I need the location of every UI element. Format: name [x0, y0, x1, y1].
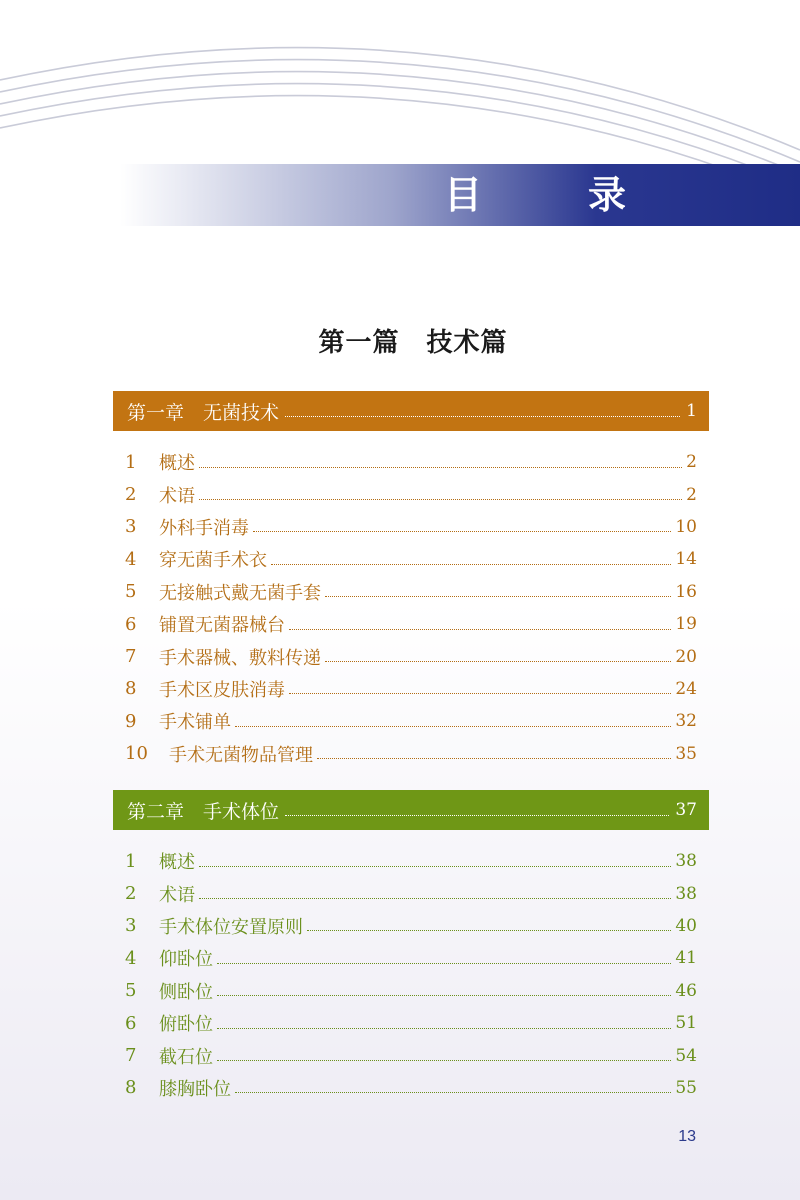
dot-leader — [289, 629, 671, 630]
toc-entry-page: 24 — [675, 678, 697, 699]
chapter-page: 1 — [686, 401, 697, 421]
toc-entry-label: 穿无菌手术衣 — [159, 550, 267, 572]
toc-entry[interactable] — [125, 1072, 697, 1104]
toc-entry-index: 7 — [125, 646, 137, 668]
dot-leader — [199, 866, 671, 867]
toc-entry-label: 手术体位安置原则 — [159, 916, 303, 938]
toc-entry-page: 10 — [675, 516, 697, 537]
dot-leader — [285, 416, 680, 417]
toc-entry-page: 35 — [675, 743, 697, 764]
toc-entry-label: 无接触式戴无菌手套 — [159, 582, 321, 604]
toc-entry-page: 16 — [675, 581, 697, 602]
toc-entry[interactable] — [125, 738, 697, 770]
toc-entry-index: 1 — [125, 451, 137, 473]
toc-entry-label: 手术器械、敷料传递 — [159, 647, 321, 669]
part-title: 第一篇 技术篇 — [318, 328, 508, 358]
toc-entry[interactable] — [125, 608, 697, 640]
toc-entry-label: 手术无菌物品管理 — [169, 744, 313, 766]
toc-entry-page: 54 — [675, 1045, 697, 1066]
toc-entry[interactable] — [125, 446, 697, 478]
dot-leader — [285, 815, 669, 816]
toc-entry-page: 41 — [675, 948, 697, 969]
dot-leader — [271, 564, 671, 565]
toc-entry-label: 手术铺单 — [159, 712, 231, 734]
dot-leader — [325, 661, 671, 662]
toc-entry-index: 7 — [125, 1045, 137, 1067]
dot-leader — [253, 531, 671, 532]
toc-entry-label: 铺置无菌器械台 — [159, 615, 285, 637]
toc-entry-index: 8 — [125, 678, 137, 700]
toc-entry-page: 46 — [675, 980, 697, 1001]
toc-entry-label: 术语 — [159, 884, 195, 906]
toc-entry[interactable] — [125, 478, 697, 510]
toc-entry[interactable] — [125, 845, 697, 877]
toc-entry-page: 14 — [675, 549, 697, 570]
toc-entry-label: 俯卧位 — [159, 1014, 213, 1036]
toc-entry-label: 概述 — [159, 852, 195, 874]
toc-entry-index: 5 — [125, 980, 137, 1002]
toc-entry-index: 6 — [125, 613, 137, 635]
toc-entry-page: 40 — [675, 915, 697, 936]
chapter-2-section-list — [125, 845, 697, 1104]
chapter-heading-2[interactable] — [113, 790, 709, 830]
toc-entry-page: 38 — [675, 883, 697, 904]
toc-entry[interactable] — [125, 705, 697, 737]
toc-entry-index: 4 — [125, 548, 137, 570]
dot-leader — [317, 758, 671, 759]
toc-entry-index: 10 — [125, 743, 148, 765]
toc-entry-page: 20 — [675, 646, 697, 667]
toc-entry[interactable] — [125, 543, 697, 575]
toc-entry[interactable] — [125, 942, 697, 974]
toc-entry-label: 手术区皮肤消毒 — [159, 679, 285, 701]
toc-entry-page: 2 — [686, 484, 697, 505]
toc-entry-index: 6 — [125, 1012, 137, 1034]
dot-leader — [217, 995, 671, 996]
toc-entry-page: 19 — [675, 614, 697, 635]
dot-leader — [235, 726, 671, 727]
toc-entry-label: 膝胸卧位 — [159, 1078, 231, 1100]
toc-entry-index: 2 — [125, 484, 137, 506]
dot-leader — [217, 963, 671, 964]
toc-entry[interactable] — [125, 1039, 697, 1071]
toc-entry[interactable] — [125, 975, 697, 1007]
toc-entry[interactable] — [125, 910, 697, 942]
dot-leader — [289, 693, 671, 694]
toc-entry-page: 51 — [675, 1013, 697, 1034]
toc-entry-index: 2 — [125, 883, 137, 905]
toc-entry-index: 8 — [125, 1077, 137, 1099]
dot-leader — [217, 1060, 671, 1061]
toc-entry-index: 3 — [125, 915, 137, 937]
toc-entry-label: 侧卧位 — [159, 981, 213, 1003]
dot-leader — [199, 499, 682, 500]
toc-entry-index: 1 — [125, 850, 137, 872]
page-title: 目 录 — [443, 173, 660, 217]
dot-leader — [199, 467, 682, 468]
dot-leader — [307, 930, 671, 931]
toc-entry-index: 3 — [125, 516, 137, 538]
toc-entry-label: 截石位 — [159, 1046, 213, 1068]
toc-entry-label: 术语 — [159, 485, 195, 507]
dot-leader — [217, 1028, 671, 1029]
toc-entry-label: 仰卧位 — [159, 949, 213, 971]
toc-entry-page: 2 — [686, 452, 697, 473]
dot-leader — [199, 898, 671, 899]
page-number: 13 — [678, 1128, 696, 1145]
toc-entry[interactable] — [125, 877, 697, 909]
toc-entry-page: 32 — [675, 711, 697, 732]
toc-entry-index: 4 — [125, 947, 137, 969]
dot-leader — [325, 596, 671, 597]
chapter-title: 第二章 手术体位 — [127, 800, 280, 823]
toc-entry-index: 5 — [125, 581, 137, 603]
chapter-page: 37 — [675, 800, 697, 820]
toc-entry-label: 外科手消毒 — [159, 517, 249, 539]
toc-entry[interactable] — [125, 673, 697, 705]
title-band — [120, 164, 800, 226]
toc-entry[interactable] — [125, 511, 697, 543]
chapter-title: 第一章 无菌技术 — [127, 401, 280, 424]
chapter-heading-1[interactable] — [113, 391, 709, 431]
chapter-1-section-list — [125, 446, 697, 770]
toc-entry-page: 38 — [675, 851, 697, 872]
toc-entry-page: 55 — [675, 1077, 697, 1098]
dot-leader — [235, 1092, 671, 1093]
toc-entry[interactable] — [125, 640, 697, 672]
toc-entry[interactable] — [125, 576, 697, 608]
toc-entry-label: 概述 — [159, 453, 195, 475]
toc-entry[interactable] — [125, 1007, 697, 1039]
toc-entry-index: 9 — [125, 710, 137, 732]
